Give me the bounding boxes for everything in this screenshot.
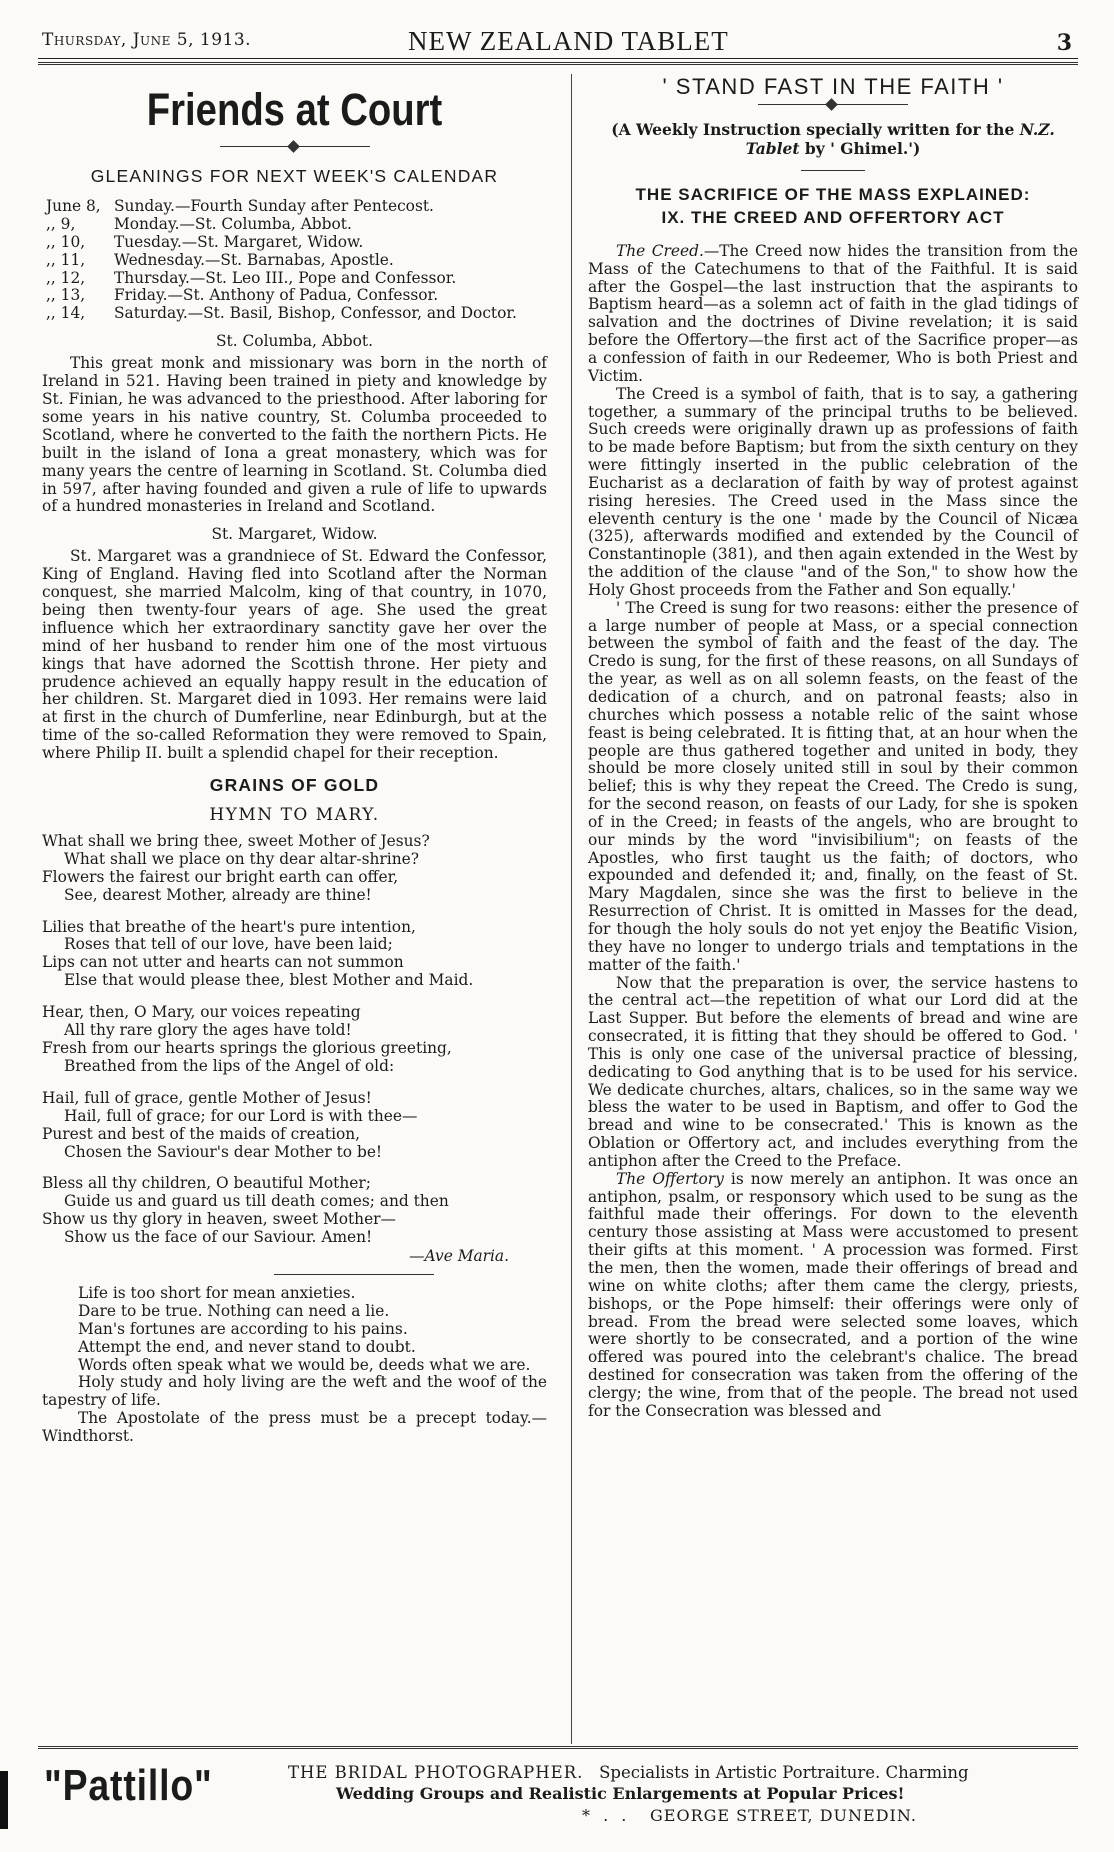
article-paragraph: ' The Creed is sung for two reasons: either the presence of a large number of people at Mass, or a special connection between the symbol of faith and the feast of the day. The Credo is sung, for the first of these reasons, on all Sundays of the year, as well as on all solemn feasts, on the feast of the dedication of a church, and on patronal feasts; also in churches which possess a notable relic of the saint whose feast is being celebrated. It is fitting that, at an hour when the people are thus gathered together and united in body, they should be more closely united still in soul by their common belief; this is why they repeat the Creed. The Credo is sung, for the second reason, on feasts of our Lady, for she is spoken of in the Creed; in feasts of the angels, who are brought to our minds by the word "invisibilium"; on feasts of the Apostles, who first taught us the faith; of doctors, who expounded and defended it; and, finally, on the feast of St. Mary Magdalen, since she was the first to believe in the Resurrection of Christ. It is omitted in Masses for the dead, for though the holy souls do not yet enjoy the Beatific Vision, they have no longer to undergo trials and temptations in the matter of the faith.' [588, 598, 1078, 974]
margaret-heading: St. Margaret, Widow. [211, 525, 378, 544]
advert-brand: "Pattillo" [44, 1761, 213, 1810]
hymn-stanza: Hail, full of grace, gentle Mother of Jesus! Hail, full of grace; for our Lord is with thee— Purest and best of the maids of creation, Chosen the Saviour's dear Mother to be! [42, 1088, 418, 1161]
hymn-stanza: Lilies that breathe of the heart's pure intention, Roses that tell of our love, have been laid; Lips can not utter and hearts can not summon Else that would please thee, blest Mother and Maid. [42, 917, 474, 990]
right-column [588, 74, 1078, 1421]
ornament-rule [220, 140, 370, 154]
calendar-heading: GLEANINGS FOR NEXT WEEK'S CALENDAR [90, 166, 499, 186]
masthead [38, 26, 1078, 59]
hymn-stanza: Hear, then, O Mary, our voices repeating All thy rare glory the ages have told! Fresh from our hearts springs the glorious greeting, Breathed from the lips of the Angel of old: [42, 1003, 452, 1075]
paper-title: NEW ZEALAND TABLET [408, 26, 729, 56]
divider-rule [801, 170, 865, 171]
article-paragraph: The Offertory is now merely an antiphon. It was once an antiphon, psalm, or responsory which used to be sung as the faithful made their offerings. For down to the eleventh century those assisting at Mass were accustomed to present their gifts at this moment. ' A procession was formed. First the men, then the women, made their offerings of bread and wine on white cloths; after them came the clergy, priests, bishops, or the Pope himself: their offerings were only of bread. From the bread were selected some loaves, which were shortly to be consecrated, and a portion of the wine offered was poured into the celebrant's chalice. The bread destined for consecration was taken from the offering of the clergy; the wine, from that of the people. The bread not used for the Consecration was blessed and [588, 1169, 1078, 1420]
calendar-entry: ,, 11, Wednesday.—St. Barnabas, Apostle. [46, 250, 394, 269]
left-column [42, 74, 547, 1446]
article-paragraph: The Creed.—The Creed now hides the transition from the Mass of the Catechumens to that of the Faithful. It is said after the Gospel—the last instruction that the aspirants to Baptism heard—as a solemn act of faith in the glad tidings of salvation and the doctrines of Divine revelation; it is said before the Offertory—the first act of the Sacrifice proper—as a confession of faith in our Redeemer, Who is both Priest and Victim. [588, 241, 1078, 385]
advert-address: GEORGE STREET, DUNEDIN. [650, 1806, 917, 1825]
masthead-rule [38, 62, 1078, 65]
newspaper-page [38, 26, 1078, 1836]
maxims: Life is too short for mean anxieties. Dare to be true. Nothing can need a lie. Man's fortunes are according to his pains. Attempt the end, and never stand to doubt. Words often speak what we would be, deeds what we are. Holy study and holy living are the weft and the woof of the tapestry of life. The Apostolate of the press must be a precept today.—Windthorst. [42, 1283, 547, 1446]
friends-at-court-title: Friends at Court [146, 84, 443, 135]
advert-line-2: Wedding Groups and Realistic Enlargements at Popular Prices! [336, 1784, 905, 1803]
advert-dots: * . . [582, 1806, 631, 1825]
margin-mark [0, 1771, 8, 1829]
ornament-rule [758, 98, 908, 112]
calendar-entry: ,, 9, Monday.—St. Columba, Abbot. [46, 214, 352, 233]
column-divider [571, 74, 572, 1744]
calendar-entry: June 8, Sunday.—Fourth Sunday after Pentecost. [46, 196, 434, 215]
hymn-stanza: Bless all thy children, O beautiful Mother; Guide us and guard us till death comes; and then Show us thy glory in heaven, sweet Mother— Show us the face of our Saviour. Amen! [42, 1174, 449, 1247]
article-heading: THE SACRIFICE OF THE MASS EXPLAINED: IX. THE CREED AND OFFERTORY ACT [635, 184, 1031, 227]
weekly-instruction-note: (A Weekly Instruction specially written for the N.Z. Tablet by ' Ghimel.') [611, 119, 1055, 158]
calendar-list [46, 198, 547, 323]
grains-of-gold-heading: GRAINS OF GOLD [209, 775, 380, 796]
article-paragraph: Now that the preparation is over, the service hastens to the central act—the repetition of what our Lord did at the Last Supper. But before the elements of bread and wine are consecrated, it is fitting that they should be offered to God. ' This is only one case of the universal practice of blessing, dedicating to God anything that is to be used for his service. We dedicate churches, altars, chalices, so in the same way we bless the water to be used in Baptism, and offer to God the bread and wine to be consecrated.' This is known as the Oblation or Offertory act, and includes everything from the antiphon after the Creed to the Preface. [588, 973, 1078, 1170]
page-number: 3 [1056, 30, 1072, 56]
issue-date: Thursday, June 5, 1913. [42, 30, 252, 50]
calendar-entry: ,, 12, Thursday.—St. Leo III., Pope and Confessor. [46, 268, 457, 287]
article-paragraph: The Creed is a symbol of faith, that is to say, a gathering together, a summary of the principal truths to be believed. Such creeds were originally drawn up as professions of faith to be made before Baptism; but from the sixth century on they were fittingly inserted in the public celebration of the Eucharist as a declaration of faith by way of protest against rising heresies. The Creed used in the Mass since the eleventh century is the one ' made by the Council of Nicæa (325), afterwards modified and extended by the Council of Constantinople (381), and then again extended in the West by the addition of the clause "and of the Son," to show how the Holy Ghost proceeds from the Father and Son equally.' [588, 384, 1078, 599]
hymn-title: HYMN TO MARY. [209, 805, 380, 825]
stand-fast-title: ' STAND FAST IN THE FAITH ' [662, 74, 1004, 99]
advert-line-1: THE BRIDAL PHOTOGRAPHER. Specialists in Artistic Portraiture. Charming [288, 1763, 969, 1782]
calendar-entry: ,, 14, Saturday.—St. Basil, Bishop, Confessor, and Doctor. [46, 304, 517, 323]
margaret-text: St. Margaret was a grandniece of St. Edward the Confessor, King of England. Having fled into Scotland after the Norman conquest, she married Malcolm, king of that country, in 1070, being then twenty-four years of age. She used the great influence which her extraordinary sanctity gave her over the mind of her husband to render him one of the most virtuous kings that have adorned the Scottish throne. Her piety and prudence achieved an equally happy result in the education of her children. St. Margaret died in 1093. Her remains were laid at first in the church of Dumferline, near Edinburgh, but at the time of the so-called Reformation they were removed to Spain, where Philip II. built a splendid chapel for their reception. [42, 547, 547, 763]
hymn-attribution: —Ave Maria. [409, 1247, 509, 1266]
columba-text: This great monk and missionary was born in the north of Ireland in 521. Having been trained in piety and knowledge by St. Finian, he was advanced to the priesthood. After laboring for some years in his native country, St. Columba proceeded to Scotland, where he converted to the faith the northern Picts. He built in the island of Iona a great monastery, which was for many years the centre of learning in Scotland. St. Columba died in 597, after having founded and given a rule of life to upwards of a hundred monasteries in Ireland and Scotland. [42, 354, 547, 516]
divider-rule [274, 1274, 434, 1275]
columba-heading: St. Columba, Abbot. [216, 332, 373, 351]
calendar-entry: ,, 13, Friday.—St. Anthony of Padua, Confessor. [46, 286, 439, 305]
footer-rule [38, 1746, 1078, 1749]
pattillo-advert [38, 1753, 1078, 1837]
hymn-stanza: What shall we bring thee, sweet Mother of Jesus? What shall we place on thy dear altar-shrine? Flowers the fairest our bright earth can offer, See, dearest Mother, already are thine! [42, 831, 430, 904]
calendar-entry: ,, 10, Tuesday.—St. Margaret, Widow. [46, 232, 364, 251]
